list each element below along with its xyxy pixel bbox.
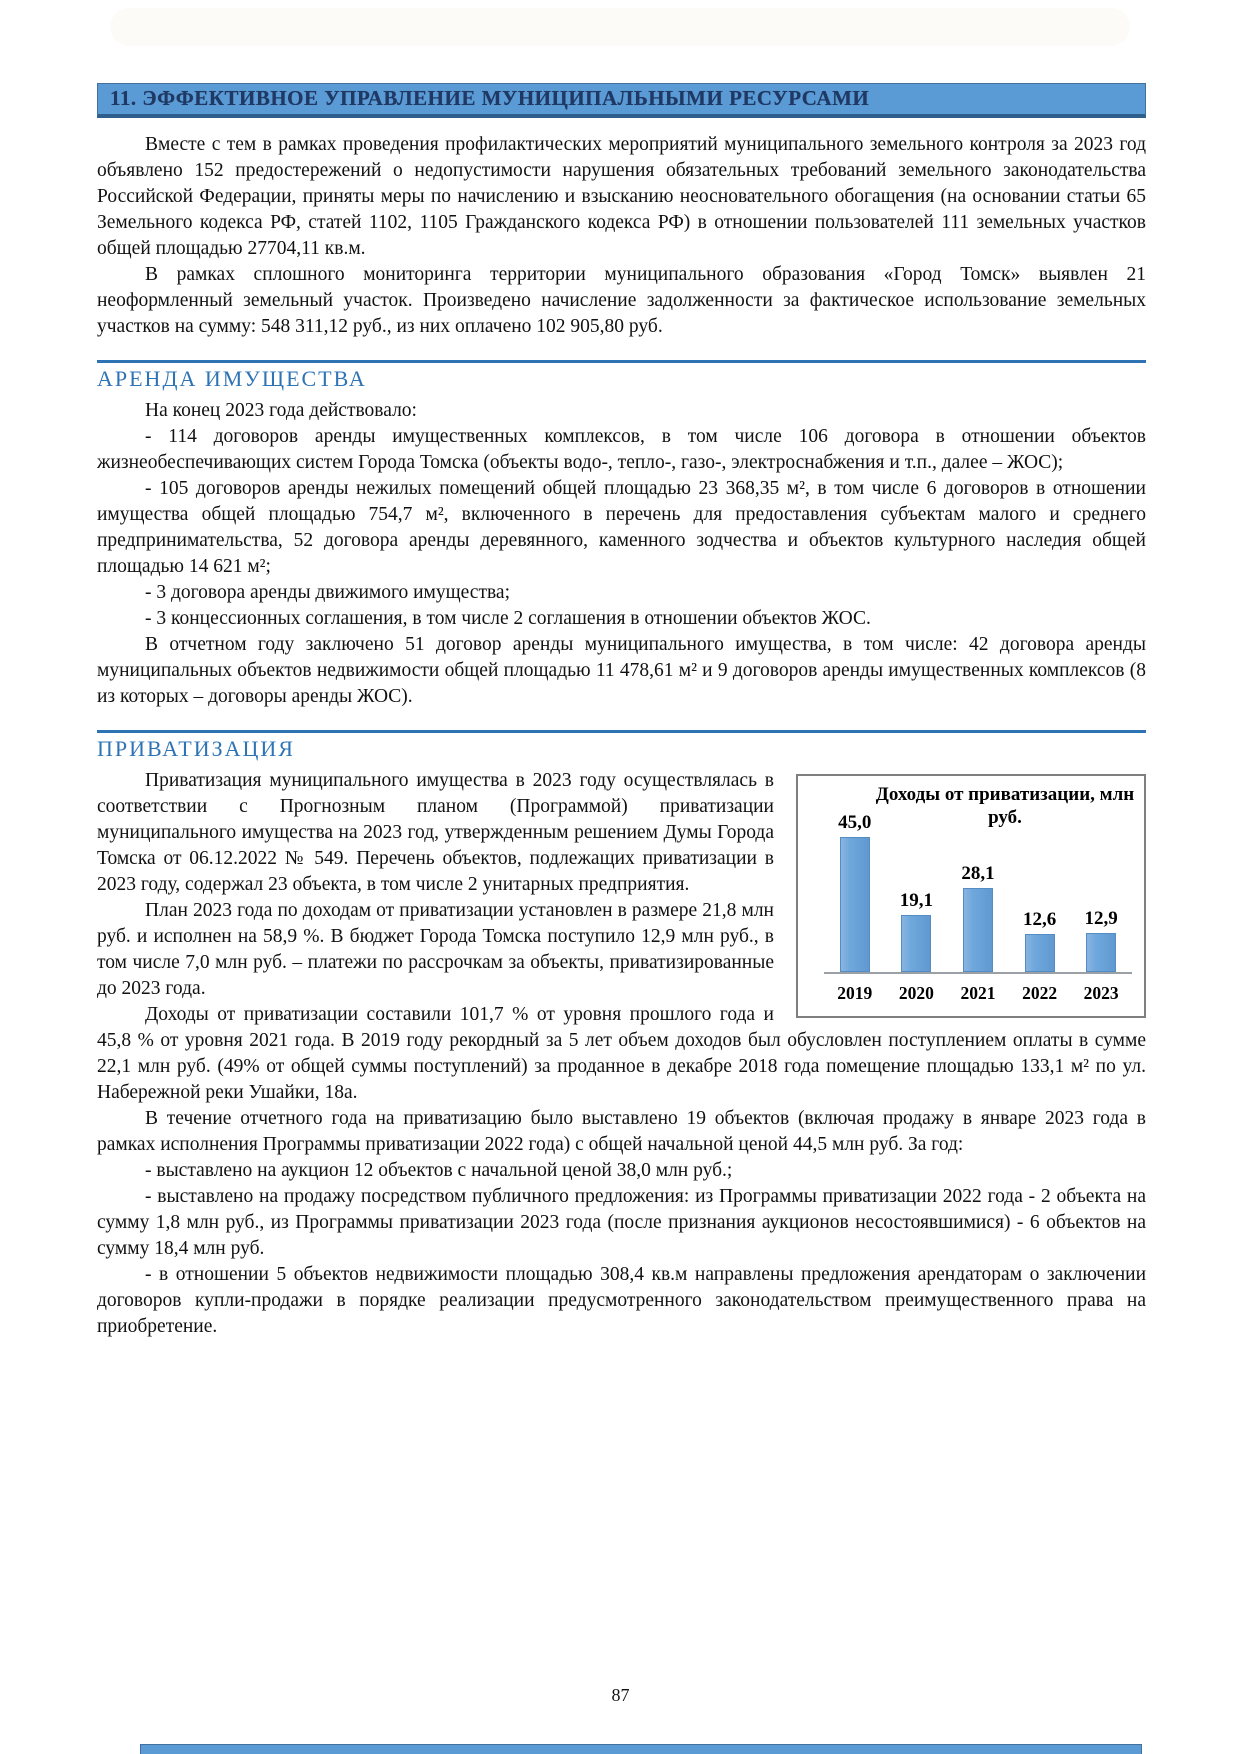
privatization-income-chart (796, 774, 1146, 1018)
privatization-list-item-2: - выставлено на продажу посредством публичного предложения: из Программы приватизации 2022 года - 2 объекта на сумму 1,8 млн руб., из Программы приватизации 2023 года (после признания аукционов несостоявшимися) - 6 объектов на сумму 18,4 млн руб. (97, 1186, 1146, 1259)
intro-paragraph-2: В рамках сплошного мониторинга территории муниципального образования «Город Томск» выявлен 21 неоформленный земельный участок. Произведено начисление задолженности за фактическое использование земельных участков на сумму: 548 311,12 руб., из них оплачено 102 905,80 руб. (97, 264, 1146, 337)
arenda-list-item-1: - 114 договоров аренды имущественных комплексов, в том числе 106 договора в отношении объектов жизнеобеспечивающих систем Города Томска (объекты водо-, тепло-, газо-, электроснабжения и т.п., далее – ЖОС); (97, 426, 1146, 473)
chart-plot-area (824, 812, 1132, 974)
privatization-paragraph-4: В течение отчетного года на приватизацию было выставлено 19 объектов (включая продажу в январе 2023 года в рамках исполнения Программы приватизации 2022 года) с общей начальной ценой 44,5 млн руб. За год: (97, 1108, 1146, 1155)
chart-bar-value-label: 12,9 (1084, 908, 1118, 929)
chart-year-label: 2021 (960, 983, 996, 1003)
chart-bar (1086, 933, 1116, 972)
chart-bar (1025, 934, 1055, 972)
chart-year-label: 2020 (898, 983, 934, 1003)
arenda-section-rule (97, 360, 1146, 363)
chart-bar-value-label: 19,1 (899, 890, 934, 911)
chart-year-label: 2022 (1022, 983, 1058, 1003)
arenda-list-item-2: - 105 договоров аренды нежилых помещений общей площадью 23 368,35 м², в том числе 6 договоров в отношении имущества общей площадью 754,7 м², включенного в перечень для предоставления субъектам малого и среднего предпринимательства, 52 договора аренды деревянного, каменного зодчества и объектов культурного наследия общей площадью 14 621 м²; (97, 478, 1146, 577)
privatization-paragraph-1: Приватизация муниципального имущества в 2023 году осуществлялась в соответствии с Прогнозным планом (Программой) приватизации муниципального имущества на 2023 год, утвержденным решением Думы Города Томска от 06.12.2022 № 549. Перечень объектов, подлежащих приватизации в 2023 году, содержал 23 объекта, в том числе 2 унитарных предприятия. (97, 770, 774, 895)
chart-bar-value-label: 28,1 (961, 863, 995, 884)
privatization-paragraph-2: План 2023 года по доходам от приватизации установлен в размере 21,8 млн руб. и исполнен на 58,9 %. В бюджет Города Томска поступило 12,9 млн руб., в том числе 7,0 млн руб. – платежи по рассрочкам за объекты, приватизированные до 2023 года. (97, 900, 774, 999)
privatization-list-item-3: - в отношении 5 объектов недвижимости площадью 308,4 кв.м направлены предложения арендаторам о заключении договоров купли-продажи в порядке реализации предусмотренного законодательством преимущественного права на приобретение. (97, 1264, 1146, 1337)
chart-bar (901, 915, 931, 972)
chart-bar-column (1009, 909, 1071, 972)
privatization-heading: ПРИВАТИЗАЦИЯ (97, 736, 295, 761)
chart-bar (963, 888, 993, 972)
next-section-banner-edge (140, 1744, 1142, 1754)
privatization-flow (97, 768, 1146, 1002)
chart-bar (840, 837, 870, 972)
chart-year-label: 2023 (1083, 983, 1119, 1003)
page-number: 87 (611, 1685, 630, 1705)
privatization-section-rule (97, 730, 1146, 733)
privatization-list-item-1: - выставлено на аукцион 12 объектов с начальной ценой 38,0 млн руб.; (145, 1160, 733, 1181)
arenda-heading: АРЕНДА ИМУЩЕСТВА (97, 366, 367, 391)
intro-paragraph-1: Вместе с тем в рамках проведения профилактических мероприятий муниципального земельного контроля за 2023 год объявлено 152 предостережений о недопустимости нарушения обязательных требований земельного законодательства Российской Федерации, приняты меры по начислению и взысканию неосновательного обогащения (на основании статьи 65 Земельного кодекса РФ, статей 1102, 1105 Гражданского кодекса РФ) в отношении пользователей 111 земельных участков общей площадью 27704,11 кв.м. (97, 134, 1146, 259)
chart-x-axis-labels (824, 983, 1132, 1004)
arenda-paragraph-1: На конец 2023 года действовало: (145, 400, 417, 421)
chart-title: Доходы от приватизации, млн руб. (875, 784, 1135, 828)
chart-bar-column (1070, 908, 1132, 972)
chart-bar-value-label: 12,6 (1022, 909, 1057, 930)
privatization-paragraph-3: Доходы от приватизации составили 101,7 % от уровня прошлого года и 45,8 % от уровня 2021 года. В 2019 году рекордный за 5 лет объем доходов был обусловлен поступлением оплаты в сумме 22,1 млн руб. (49% от общей суммы поступлений) за проданное в декабре 2018 года помещение площадью 133,1 м² по ул. Набережной реки Ушайки, 18а. (97, 1004, 1146, 1103)
section-11-title: 11. ЭФФЕКТИВНОЕ УПРАВЛЕНИЕ МУНИЦИПАЛЬНЫМИ РЕСУРСАМИ (110, 86, 870, 110)
arenda-list-item-3: - 3 договора аренды движимого имущества; (145, 582, 511, 603)
chart-bar-column (824, 812, 886, 972)
arenda-paragraph-2: В отчетном году заключено 51 договор аренды муниципального имущества, в том числе: 42 договора аренды муниципальных объектов недвижимости общей площадью 11 478,61 м² и 9 договоров аренды имущественных комплексов (8 из которых – договоры аренды ЖОС). (97, 634, 1146, 707)
chart-bar-column (947, 863, 1009, 972)
chart-bar-value-label: 45,0 (838, 812, 872, 833)
section-11-banner (97, 83, 1146, 118)
chart-year-label: 2019 (837, 983, 873, 1003)
arenda-list-item-4: - 3 концессионных соглашения, в том числе 2 соглашения в отношении объектов ЖОС. (145, 608, 871, 629)
chart-bar-column (886, 890, 948, 972)
